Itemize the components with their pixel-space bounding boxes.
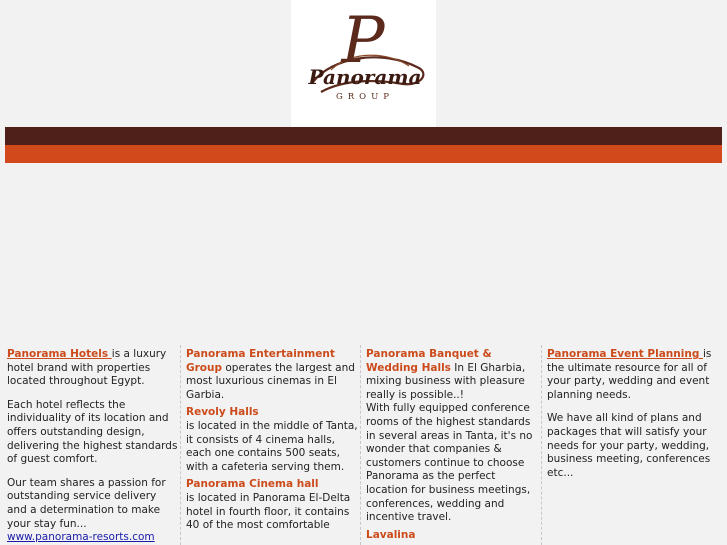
revoly-halls-text: is located in the middle of Tanta, it consists of 4 cinema halls, each one contains 500 seats, with a cafeteria serving them. [186, 419, 358, 473]
event-planning-paragraph: We have all kind of plans and packages that will satisfy your needs for your party, wedding, business meeting, conferences etc... [547, 412, 711, 479]
logo-emblem [291, 0, 436, 127]
cinema-hall-text: is located in Panorama El-Delta hotel in fourth floor, it contains 40 of the most comfortable [186, 491, 351, 532]
event-planning-link[interactable]: Panorama Event Planning [547, 348, 703, 360]
column-divider [541, 345, 542, 545]
logo-name: Panorama [308, 65, 422, 89]
lavalina-title: Lavalina [366, 528, 416, 541]
event-planning-intro: Panorama Event Planning is the ultimate resource for all of your party, wedding and event planning needs. [547, 348, 712, 401]
logo-sub: GROUP [335, 92, 395, 102]
banquet-heading: Panorama Banquet & Wedding Halls [366, 348, 492, 374]
cinema-hall-title: Panorama Cinema hall [186, 478, 319, 491]
logo-letter: P [341, 4, 385, 78]
header-orange-bar [5, 145, 722, 163]
banquet-paragraph: With fully equipped conference rooms of the highest standards in several areas in Tanta, it's no wonder that companies & customers continue to choose Panorama as the perfect location for business meetings, conferences, wedding and incentive travel. [366, 402, 533, 524]
revoly-halls-title: Revoly Halls [186, 406, 259, 419]
hotels-paragraph: Each hotel reflects the individuality of its location and offers outstanding design, delivering the highest standards of guest comfort. [7, 398, 178, 466]
entertainment-intro: Panorama Entertainment Group operates the largest and most luxurious cinemas in El Garbia. [186, 348, 355, 401]
hotels-column [7, 348, 179, 545]
entertainment-heading: Panorama Entertainment Group [186, 348, 335, 374]
banquet-intro: Panorama Banquet & Wedding Halls In El Gharbia, mixing business with pleasure really is possible..! [366, 348, 526, 401]
header-dark-bar [5, 127, 722, 145]
hotels-link[interactable]: Panorama Hotels [7, 348, 112, 360]
column-divider [180, 345, 181, 545]
column-divider [360, 345, 361, 545]
entertainment-column [186, 348, 358, 533]
hotels-intro: Panorama Hotels is a luxury hotel brand with properties located throughout Egypt. [7, 348, 167, 388]
panorama-group-logo[interactable] [291, 0, 436, 127]
banquet-column [366, 348, 538, 542]
hotels-team-paragraph: Our team shares a passion for outstanding service delivery and a determination to make your stay fun... [7, 476, 166, 530]
website-link[interactable]: www.panorama-resorts.com [7, 531, 155, 544]
event-planning-column [547, 348, 719, 480]
